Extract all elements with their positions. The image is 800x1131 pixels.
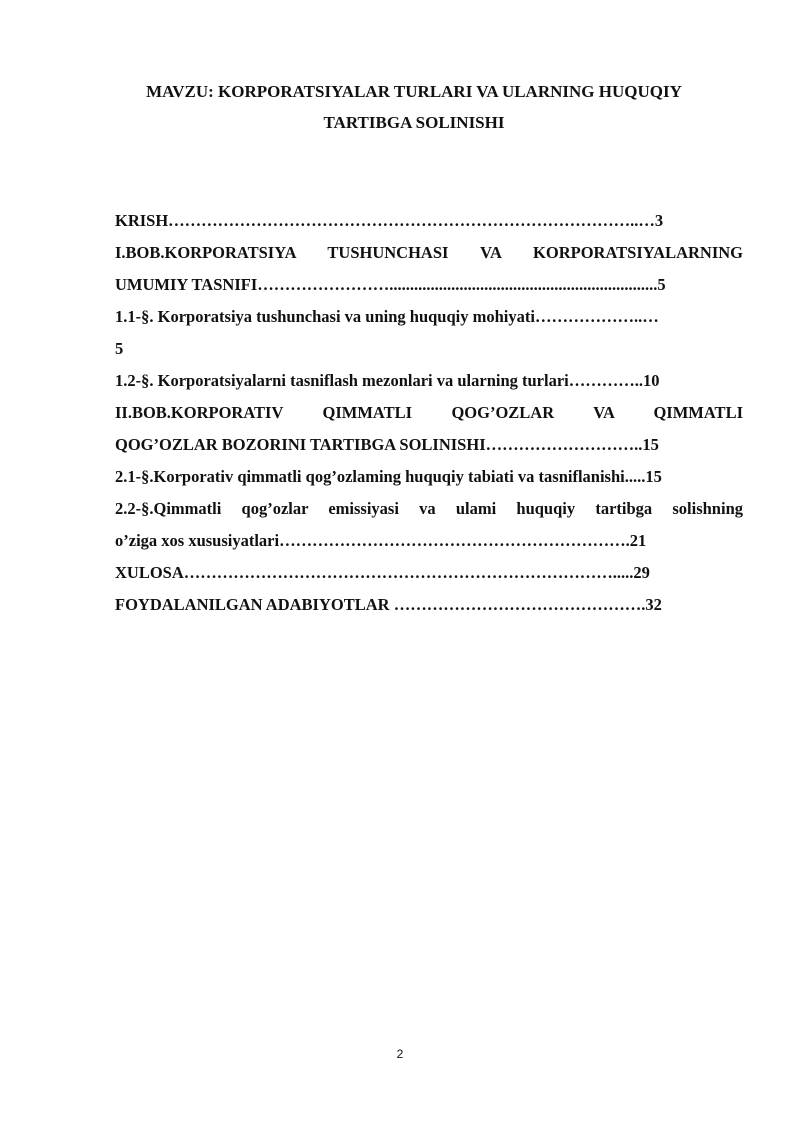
toc-entry-section-2-2-line-1: 2.2-§.Qimmatli qog’ozlar emissiyasi va ulami huquqiy tartibga solishning <box>115 499 743 518</box>
document-title <box>100 76 728 138</box>
toc-entry-chapter-2-line-1: II.BOB.KORPORATIV QIMMATLI QOG’OZLAR VA QIMMATLI <box>115 403 743 422</box>
document-title-line-1: MAVZU: KORPORATSIYALAR TURLARI VA ULARNING HUQUQIY <box>146 82 682 101</box>
toc-entry-chapter-1-line-2: UMUMIY TASNIFI…………………….................................................................5 <box>115 275 666 294</box>
table-of-contents <box>115 205 743 621</box>
toc-entry-section-2-1: 2.1-§.Korporativ qimmatli qog’ozlaming huquqiy tabiati va tasniflanishi.....15 <box>115 467 662 486</box>
document-title-line-2: TARTIBGA SOLINISHI <box>323 113 505 132</box>
toc-entry-references: FOYDALANILGAN ADABIYOTLAR ……………………………………….32 <box>115 595 662 614</box>
toc-entry-section-1-1-page: 5 <box>115 339 124 358</box>
toc-entry-section-1-2: 1.2-§. Korporatsiyalarni tasniflash mezonlari va ularning turlari…………..10 <box>115 371 660 390</box>
toc-entry-chapter-2-line-2: QOG’OZLAR BOZORINI TARTIBGA SOLINISHI………………………..15 <box>115 435 659 454</box>
toc-entry-section-2-2-line-2: o’ziga xos xususiyatlari……………………………………………………….21 <box>115 531 647 550</box>
page-number: 2 <box>396 1047 404 1061</box>
toc-entry-section-1-1: 1.1-§. Korporatsiya tushunchasi va uning huquqiy mohiyati………………..… <box>115 307 659 326</box>
toc-entry-conclusion: XULOSA…………………………………………………………………….....29 <box>115 563 650 582</box>
toc-entry-chapter-1-line-1: I.BOB.KORPORATSIYA TUSHUNCHASI VA KORPORATSIYALARNING <box>115 243 743 262</box>
toc-entry-introduction: KRISH…………………………………………………………………………..…3 <box>115 211 664 230</box>
